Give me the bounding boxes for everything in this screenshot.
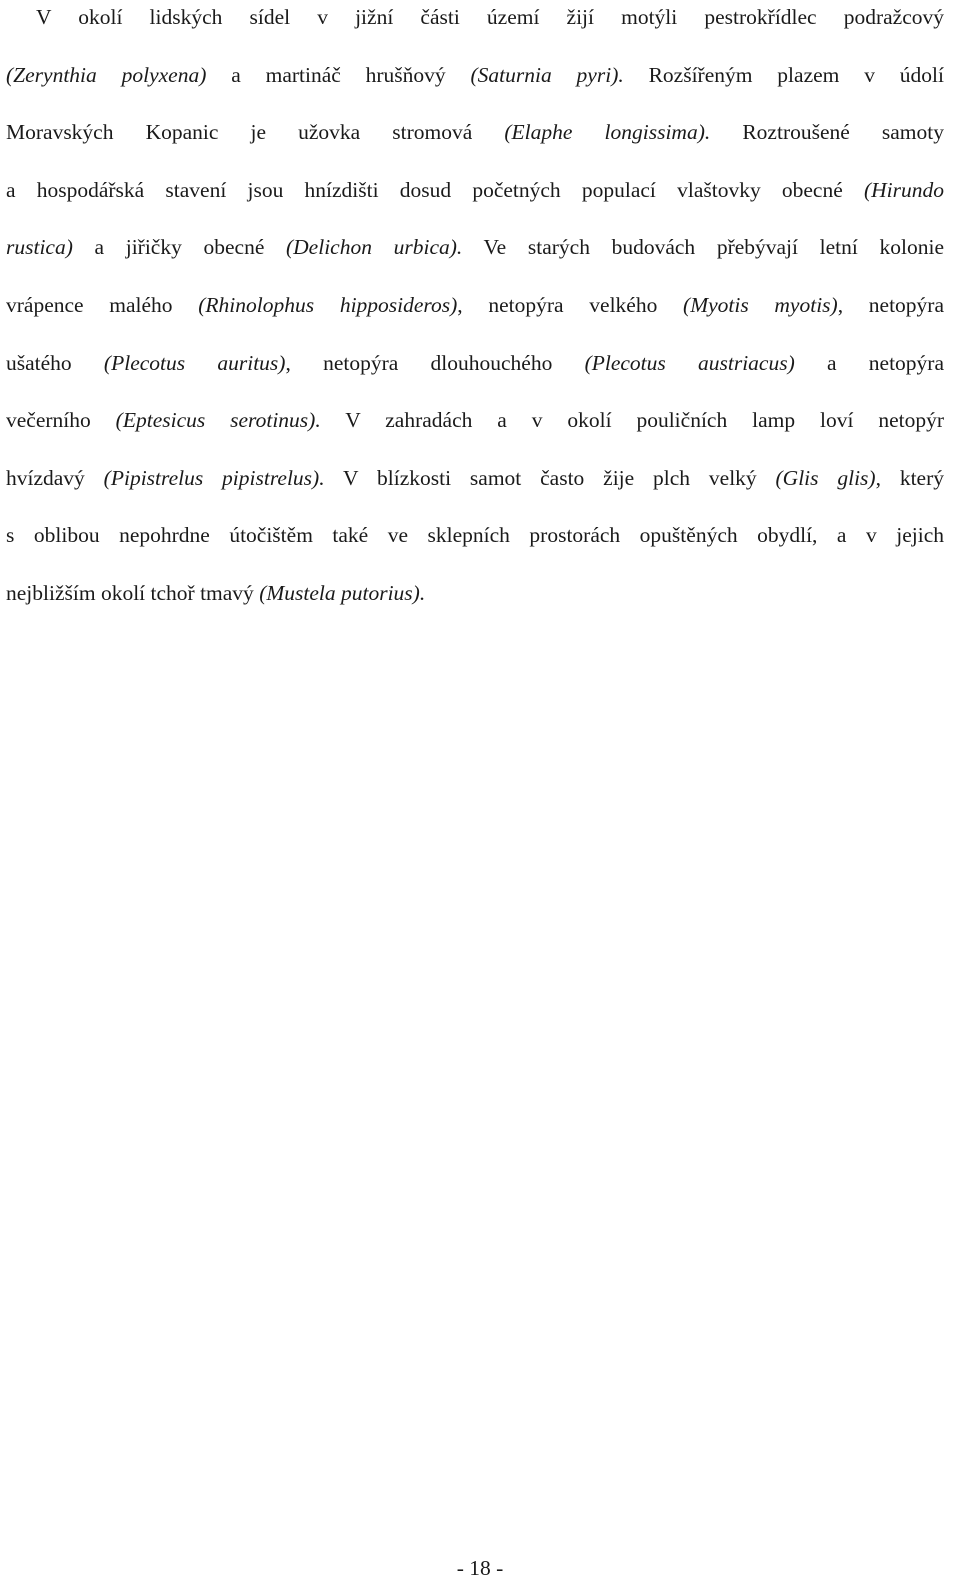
- species-name-italic: (Elaphe longissima).: [504, 120, 711, 145]
- species-name-italic: (Zerynthia polyxena): [6, 62, 207, 87]
- text-run: a jiřičky obecné: [72, 235, 286, 260]
- species-name-italic: (Glis glis): [775, 465, 876, 490]
- paragraph-line: [6, 60, 944, 90]
- text-run: a hospodářská stavení jsou hnízdišti dosud početných populací vlaštovky obecné: [6, 177, 864, 202]
- text-run: nejbližším okolí tchoř tmavý: [6, 581, 260, 605]
- species-name-italic: (Mustela putorius).: [259, 581, 426, 605]
- species-name-italic: (Saturnia pyri).: [470, 62, 624, 87]
- text-run: vrápence malého: [6, 293, 199, 317]
- paragraph-line: [6, 117, 944, 147]
- text-run: a netopýra: [794, 350, 944, 375]
- text-run: , který: [875, 465, 944, 490]
- paragraph-line: [6, 348, 944, 378]
- species-name-italic: (Delichon urbica).: [286, 235, 463, 260]
- species-name-italic: (Rhinolophus hipposideros): [198, 293, 458, 317]
- text-run: Roztroušené samoty: [710, 120, 945, 145]
- text-run: , netopýra dlouhouchého: [285, 350, 585, 375]
- text-run: V okolí lidských sídel v jižní části území žijí motýli pestrokřídlec podražcový: [36, 5, 944, 29]
- text-run: s oblibou nepohrdne útočištěm také ve sklepních prostorách opuštěných obydlí, a v jejich: [6, 523, 944, 548]
- species-name-italic: (Pipistrelus pipistrelus).: [103, 465, 325, 490]
- species-name-italic: (Eptesicus serotinus).: [115, 408, 321, 433]
- paragraph-line: [6, 578, 944, 608]
- paragraph-line: [6, 232, 944, 262]
- paragraph-line: [6, 175, 944, 205]
- paragraph-line: [6, 463, 944, 493]
- text-run: V zahradách a v okolí pouličních lamp loví netopýr: [320, 408, 945, 433]
- paragraph-line: [6, 290, 944, 320]
- paragraph-line: [6, 405, 944, 435]
- text-run: Rozšířeným plazem v údolí: [623, 62, 944, 87]
- species-name-italic: (Hirundo: [863, 177, 944, 202]
- species-name-italic: rustica): [6, 235, 73, 260]
- text-run: Moravských Kopanic je užovka stromová: [6, 120, 505, 145]
- text-run: ušatého: [6, 350, 104, 375]
- species-name-italic: (Plecotus austriacus): [584, 350, 795, 375]
- paragraph-line: [6, 2, 944, 32]
- text-run: , netopýra velkého: [457, 293, 684, 317]
- page-number: - 18 -: [456, 1556, 504, 1580]
- species-name-italic: (Plecotus auritus): [103, 350, 286, 375]
- text-run: , netopýra: [837, 293, 944, 317]
- species-name-italic: (Myotis myotis): [683, 293, 838, 317]
- text-run: Ve starých budovách přebývají letní kolonie: [462, 235, 944, 260]
- text-run: a martináč hrušňový: [206, 62, 471, 87]
- text-run: hvízdavý: [6, 465, 104, 490]
- text-run: večerního: [6, 408, 116, 433]
- text-run: V blízkosti samot často žije plch velký: [324, 465, 776, 490]
- paragraph-line: [6, 520, 944, 550]
